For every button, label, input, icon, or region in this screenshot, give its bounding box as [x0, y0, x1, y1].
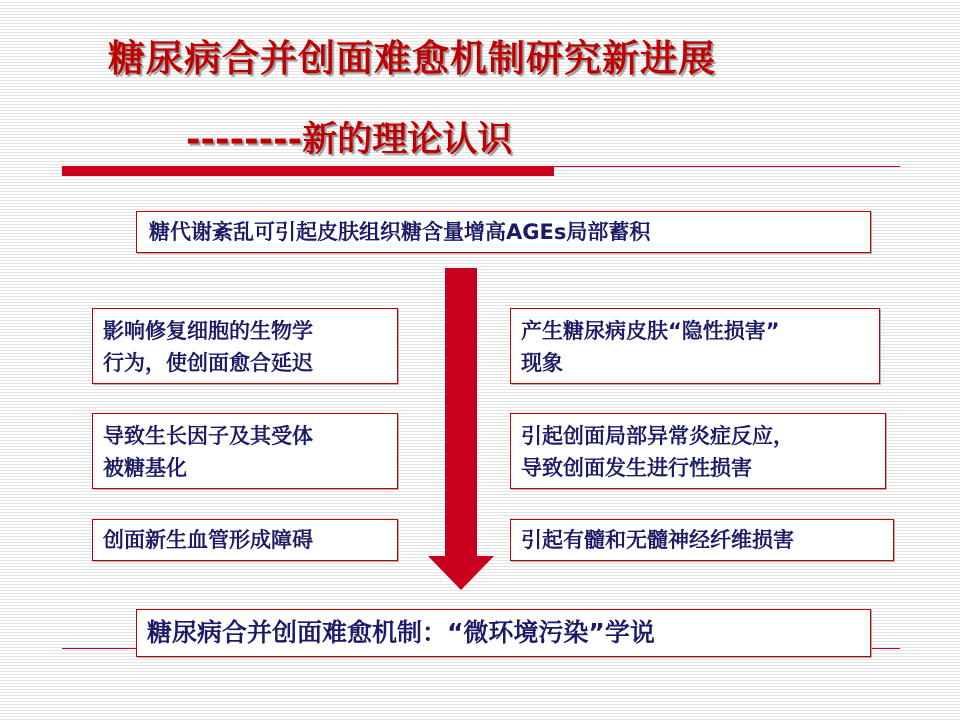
- right-box-1: [510, 308, 880, 384]
- top-box: [136, 211, 871, 253]
- left-box-2-text: 导致生长因子及其受体 被糖基化: [103, 424, 313, 480]
- left-box-3: [92, 519, 398, 561]
- down-arrow-shape: [428, 268, 494, 590]
- bottom-box-text: 糖尿病合并创面难愈机制：“微环境污染”学说: [147, 618, 655, 647]
- right-box-3: [510, 519, 894, 561]
- left-box-1-text: 影响修复细胞的生物学 行为，使创面愈合延迟: [103, 319, 313, 375]
- left-box-1: [92, 308, 398, 384]
- right-box-2: [510, 413, 886, 489]
- title-red-bar: [62, 166, 554, 176]
- bottom-box: [136, 609, 871, 657]
- left-box-3-text: 创面新生血管形成障碍: [103, 528, 313, 552]
- right-box-3-text: 引起有髓和无髓神经纤维损害: [521, 528, 794, 552]
- down-arrow: [428, 268, 494, 590]
- slide-title: 糖尿病合并创面难愈机制研究新进展: [108, 37, 716, 80]
- slide-subtitle: --------新的理论认识: [186, 120, 513, 160]
- top-box-text: 糖代谢紊乱可引起皮肤组织糖含量增高AGEs局部蓄积: [149, 220, 651, 244]
- left-box-2: [92, 413, 398, 489]
- right-box-1-text: 产生糖尿病皮肤“隐性损害” 现象: [521, 319, 780, 375]
- title-thin-line: [554, 166, 900, 167]
- right-box-2-text: 引起创面局部异常炎症反应， 导致创面发生进行性损害: [521, 424, 794, 480]
